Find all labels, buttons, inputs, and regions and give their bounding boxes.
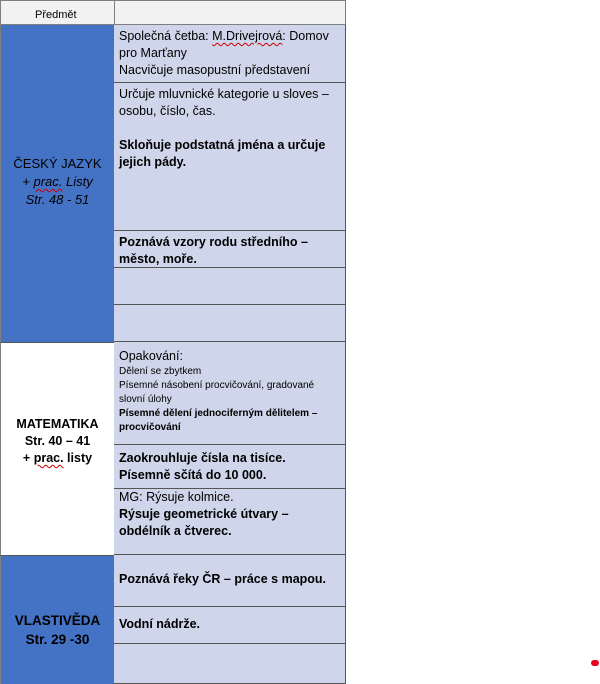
cesky-row-1 bbox=[114, 25, 346, 83]
red-marker-icon bbox=[591, 660, 599, 666]
matematika-row-3-line-2: Rýsuje geometrické útvary – obdélník a čtverec. bbox=[119, 507, 289, 538]
matematika-row-1-line-3: Písemné dělení jednociferným dělitelem – procvičování bbox=[119, 408, 318, 433]
vlastiveda-row-1 bbox=[114, 555, 346, 607]
subject-vlastiveda-pages: Str. 29 -30 bbox=[25, 632, 90, 647]
vlastiveda-row-1-line: Poznává řeky ČR – práce s mapou. bbox=[119, 572, 327, 586]
header-subject-cell bbox=[0, 0, 115, 25]
cesky-row-1-line-1: Společná četba: M.Drivejrová: Domov pro Marťany bbox=[119, 29, 329, 60]
header-topics-cell bbox=[114, 0, 346, 25]
cesky-row-4-empty bbox=[114, 268, 346, 305]
subject-cesky-sheets: + prac. Listy bbox=[22, 174, 93, 189]
subject-vlastiveda-name: VLASTIVĚDA bbox=[14, 613, 101, 628]
vlastiveda-row-3-empty bbox=[114, 644, 346, 684]
matematika-row-1-title: Opakování: bbox=[119, 349, 183, 363]
vlastiveda-row-2-line: Vodní nádrže. bbox=[119, 617, 201, 631]
spellcheck-word: prac. bbox=[33, 451, 64, 465]
subject-cesky-pages: Str. 48 - 51 bbox=[25, 192, 90, 207]
cesky-row-3 bbox=[114, 231, 346, 268]
cesky-row-2-line-2: Skloňuje podstatná jména a určuje jejich pády. bbox=[119, 138, 326, 169]
cesky-row-2-line-1: Určuje mluvnické kategorie u sloves – osobu, číslo, čas. bbox=[119, 87, 329, 118]
matematika-row-3 bbox=[114, 489, 346, 555]
subject-matematika-sheets: + prac. listy bbox=[22, 451, 93, 465]
matematika-row-2-line-1: Zaokrouhluje čísla na tisíce. bbox=[119, 451, 286, 465]
matematika-row-2-line-2: Písemně sčítá do 10 000. bbox=[119, 468, 267, 482]
subject-matematika-pages: Str. 40 – 41 bbox=[24, 434, 91, 448]
matematika-row-2 bbox=[114, 445, 346, 489]
cesky-row-5-empty bbox=[114, 305, 346, 342]
subject-vlastiveda bbox=[0, 555, 115, 684]
vlastiveda-row-2 bbox=[114, 607, 346, 644]
matematika-row-1-line-2: Písemné násobení procvičování, gradované slovní úlohy bbox=[119, 380, 315, 405]
cesky-row-1-line-2: Nacvičuje masopustní představení bbox=[119, 63, 311, 77]
subject-matematika-name: MATEMATIKA bbox=[16, 417, 99, 431]
header-subject-label: Předmět bbox=[35, 9, 77, 21]
cesky-row-3-line-1: Poznává vzory rodu středního – město, moře. bbox=[119, 235, 308, 266]
spellcheck-word: prac. bbox=[33, 174, 63, 189]
subject-cesky-jazyk bbox=[0, 25, 115, 342]
matematika-row-3-line-1: MG: Rýsuje kolmice. bbox=[119, 490, 234, 504]
subject-matematika bbox=[0, 342, 115, 555]
matematika-row-1 bbox=[114, 342, 346, 445]
matematika-row-1-line-1: Dělení se zbytkem bbox=[119, 366, 202, 377]
cesky-row-2 bbox=[114, 83, 346, 231]
subject-cesky-name: ČESKÝ JAZYK bbox=[13, 156, 102, 171]
